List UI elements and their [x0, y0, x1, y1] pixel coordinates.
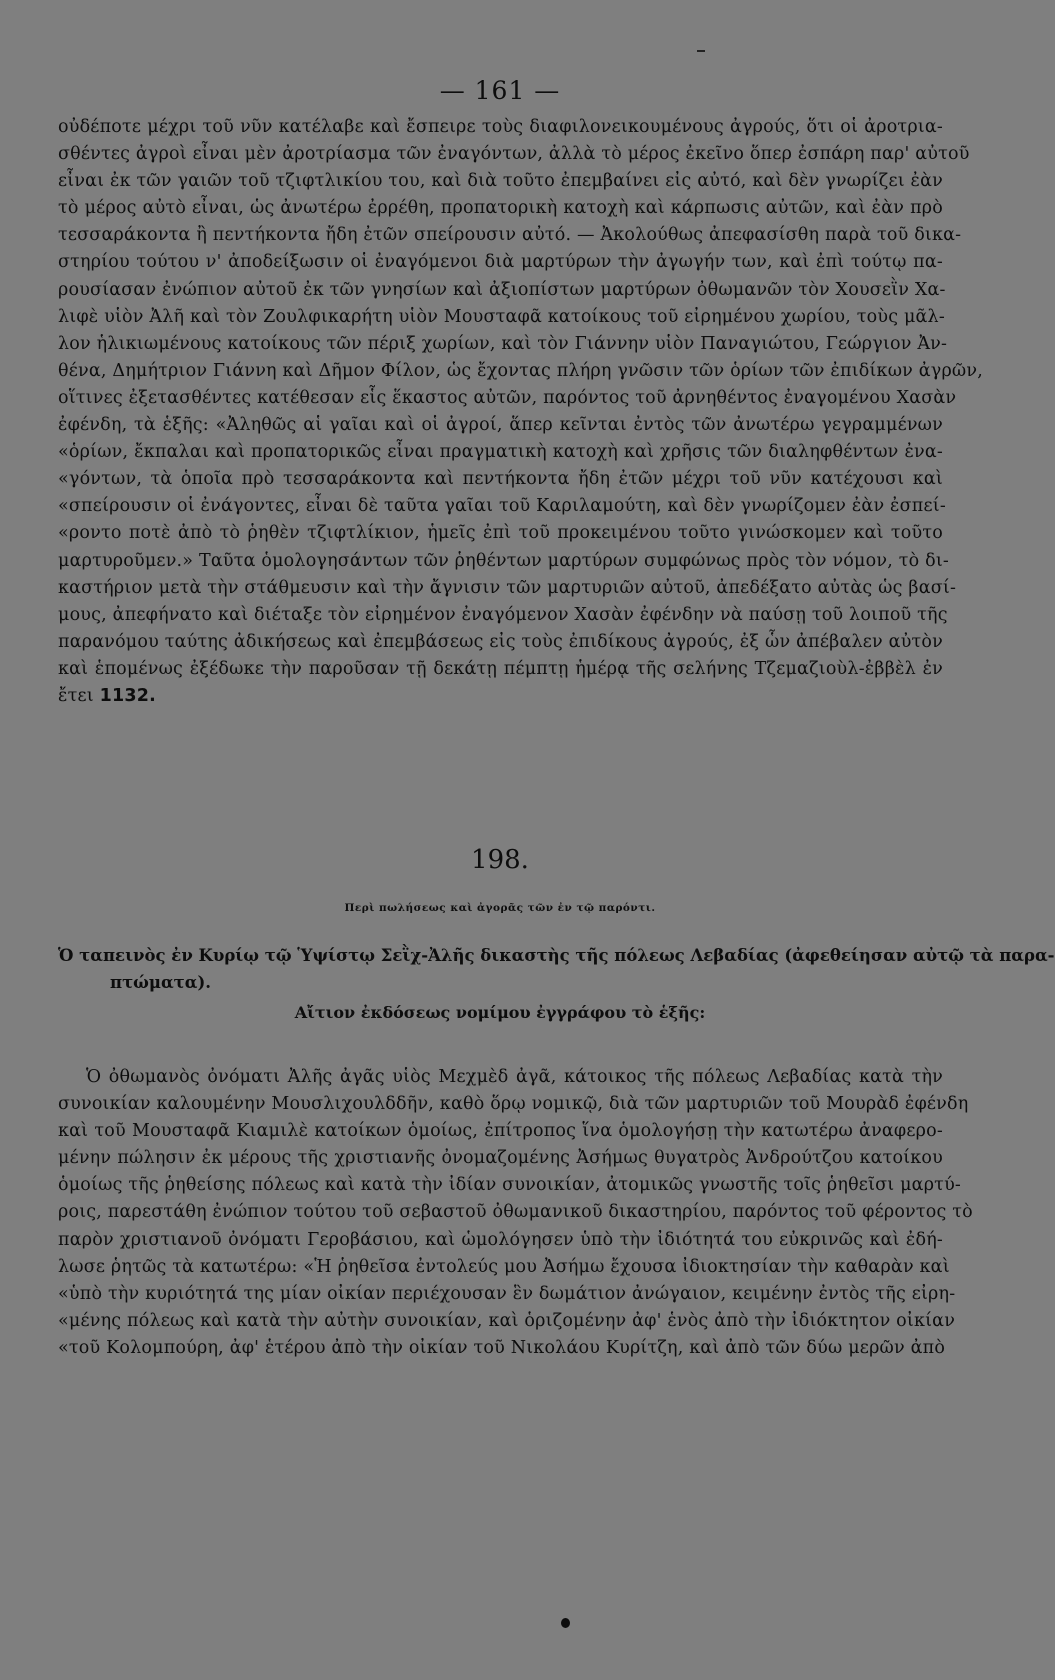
text-line: ροις, παρεστάθη ἐνώπιον τούτου τοῦ σεβαστοῦ ὀθωμανικοῦ δικαστηρίου, παρόντος τοῦ φέροντος τὸ — [58, 1202, 973, 1223]
ink-mark — [697, 50, 705, 52]
text-line: λον ἡλικιωμένους κατοίκους τῶν πέριξ χωρίων, καὶ τὸν Γιάννην υἱὸν Παναγιώτου, Γεώργιον Ἀν- — [58, 333, 948, 354]
text-line: καὶ τοῦ Μουσταφᾶ Κιαμιλὲ κατοίκων ὁμοίως, ἐπίτροπος ἵνα ὁμολογήσῃ τὴν κατωτέρω ἀναφερο- — [58, 1121, 943, 1142]
text-line: εἶναι ἐκ τῶν γαιῶν τοῦ τζιφτλικίου του, καὶ διὰ τοῦτο ἐπεμβαίνει εἰς αὐτό, καὶ δὲν γνωρίζει ἐὰν — [58, 171, 943, 192]
text-line: σθέντες ἀγροὶ εἶναι μὲν ἀροτρίασμα τῶν ἐναγόντων, ἀλλὰ τὸ μέρος ἐκεῖνο ὅπερ ἐσπάρη παρ' αὐτοῦ — [58, 144, 970, 165]
ink-blot — [561, 1618, 570, 1628]
text-line: καστήριον μετὰ τὴν στάθμευσιν καὶ τὴν ἄγνισιν τῶν μαρτυριῶν αὐτοῦ, ἀπεδέξατο αὐτὰς ὡς βασί- — [58, 577, 957, 598]
text-line: στηρίου τούτου ν' ἀποδείξωσιν οἱ ἐναγόμενοι διὰ μαρτύρων τὴν ἀγωγήν των, καὶ ἐπὶ τούτῳ πα- — [58, 252, 943, 273]
year-prefix: ἔτει — [58, 685, 100, 706]
text-line: συνοικίαν καλουμένην Μουσλιχουλδδῆν, καθὸ ὅρῳ νομικῷ, διὰ τῶν μαρτυριῶν τοῦ Μουρὰδ ἐφένδη — [58, 1094, 969, 1115]
text-line: μους, ἀπεφήνατο καὶ διέταξε τὸν εἰρημένον ἐναγόμενον Χασὰν ἐφένδην νὰ παύσῃ τοῦ λοιποῦ τῆς — [58, 604, 948, 625]
text-line: «ροντο ποτὲ ἀπὸ τὸ ῥηθὲν τζιφτλίκιον, ἡμεῖς ἐπὶ τοῦ προκειμένου τοῦτο γινώσκομεν καὶ τοῦτο — [58, 523, 943, 544]
paragraph-1 — [58, 114, 984, 710]
text-line: «ὑπὸ τὴν κυριότητά της μίαν οἰκίαν περιέχουσαν ἓν δωμάτιον ἀνώγαιον, κειμένην ἐντὸς τῆς εἰρη- — [58, 1283, 956, 1304]
text-line: μαρτυροῦμεν.» Ταῦτα ὁμολογησάντων τῶν ῥηθέντων μαρτύρων συμφώνως πρὸς τὸν νόμον, τὸ δι- — [58, 550, 950, 571]
text-line: θένα, Δημήτριον Γιάννη καὶ Δῆμον Φίλον, ὡς ἔχοντας πλήρη γνῶσιν τῶν ὁρίων τῶν ἐπιδίκων ἀγρῶν, — [58, 360, 984, 381]
text-line: τὸ μέρος αὐτὸ εἶναι, ὡς ἀνωτέρω ἐρρέθη, προπατορικὴ κατοχὴ καὶ κάρπωσις αὐτῶν, καὶ ἐὰν πρὸ — [58, 198, 943, 219]
text-line: παρὸν χριστιανοῦ ὀνόματι Γεροβάσιου, καὶ ὡμολόγησεν ὑπὸ τὴν ἰδιότητά του εὐκρινῶς καὶ ἐδή- — [58, 1229, 943, 1250]
text-line: ὁμοίως τῆς ῥηθείσης πόλεως καὶ κατὰ τὴν ἰδίαν συνοικίαν, ἀτομικῶς γνωστῆς τοῖς ῥηθεῖσι μαρτύ- — [58, 1175, 962, 1196]
text-line: τεσσαράκοντα ἢ πεντήκοντα ἤδη ἐτῶν σπείρουσιν αὐτό. — Ἀκολούθως ἀπεφασίσθη παρὰ τοῦ δικα- — [58, 225, 962, 246]
text-line: «σπείρουσιν οἱ ἐνάγοντες, εἶναι δὲ ταῦτα γαῖαι τοῦ Καριλαμούτη, καὶ δὲν γνωρίζομεν ἐὰν ἐσπεί- — [58, 496, 946, 517]
text-line: οἵτινες ἐξετασθέντες κατέθεσαν εἷς ἕκαστος αὐτῶν, παρόντος τοῦ ἀρνηθέντος ἐναγομένου Χασὰν — [58, 387, 957, 408]
text-line-last — [58, 683, 943, 710]
year-value: 1132. — [99, 685, 156, 706]
heading-line: Ὁ ταπεινὸς ἐν Κυρίῳ τῷ Ὑψίστῳ Σεῒχ-Ἀλῆς δικαστὴς τῆς πόλεως Λεβαδίας (ἀφεθείησαν αὐτῷ τὰ παρα- — [58, 946, 1055, 965]
text-line: «γόντων, τὰ ὁποῖα πρὸ τεσσαράκοντα καὶ πεντήκοντα ἤδη ἐτῶν μέχρι τοῦ νῦν κατέχουσι καὶ — [58, 469, 943, 490]
caption: Αἴτιον ἐκδόσεως νομίμου ἐγγράφου τὸ ἑξῆς: — [294, 1003, 706, 1022]
document-heading — [58, 942, 1055, 996]
text-line: λιφὲ υἱὸν Ἀλῆ καὶ τὸν Ζουλφικαρήτη υἱὸν Μουσταφᾶ κατοίκους τοῦ εἰρημένου χωρίου, τοὺς μᾶλ- — [58, 306, 945, 327]
text-line: μένην πώλησιν ἐκ μέρους τῆς χριστιανῆς ὀνομαζομένης Ἀσήμως θυγατρὸς Ἀνδρούτζου κατοίκου — [58, 1148, 943, 1169]
text-line: καὶ ἑπομένως ἐξέδωκε τὴν παροῦσαν τῇ δεκάτῃ πέμπτῃ ἡμέρᾳ τῆς σελήνης Τζεμαζιοὺλ-ἐββὲλ ἐν — [58, 658, 943, 679]
text-line: «τοῦ Κολομπούρη, ἀφ' ἑτέρου ἀπὸ τὴν οἰκίαν τοῦ Νικολάου Κυρίτζη, καὶ ἀπὸ τῶν δύω μερῶν ἀπὸ — [58, 1337, 946, 1358]
text-line: «ὁρίων, ἔκπαλαι καὶ προπατορικῶς εἶναι πραγματικὴ κατοχὴ καὶ χρῆσις τῶν διαληφθέντων ἐνα- — [58, 442, 943, 463]
text-line: «μένης πόλεως καὶ κατὰ τὴν αὐτὴν συνοικίαν, καὶ ὁριζομένην ἀφ' ἑνὸς ἀπὸ τὴν ἰδιόκτητον οἰκίαν — [58, 1310, 956, 1331]
document-number: 198. — [471, 845, 529, 875]
paragraph-2 — [58, 1064, 973, 1362]
text-line: ρουσίασαν ἐνώπιον αὐτοῦ ἐκ τῶν γνησίων καὶ ἀξιοπίστων μαρτύρων ὀθωμανῶν τὸν Χουσεῒν Χα- — [58, 279, 946, 300]
text-line: οὐδέποτε μέχρι τοῦ νῦν κατέλαβε καὶ ἔσπειρε τοὺς διαφιλονεικουμένους ἀγρούς, ὅτι οἱ ἀροτρια- — [58, 117, 943, 137]
text-line: παρανόμου ταύτης ἀδικήσεως καὶ ἐπεμβάσεως εἰς τοὺς ἐπιδίκους ἀγρούς, ἐξ ὧν ἀπέβαλεν αὐτὸν — [58, 631, 943, 652]
heading-line: πτώματα). — [110, 973, 212, 992]
text-line: ἐφένδη, τὰ ἑξῆς: «Ἀληθῶς αἱ γαῖαι καὶ οἱ ἀγροί, ἅπερ κεῖνται ἐντὸς τῶν ἀνωτέρω γεγραμμένων — [58, 415, 943, 436]
document-subtitle: Περὶ πωλήσεως καὶ ἀγορᾶς τῶν ἐν τῷ παρόντι. — [344, 902, 656, 914]
text-line: Ὁ ὀθωμανὸς ὀνόματι Ἀλῆς ἀγᾶς υἱὸς Μεχμὲδ ἀγᾶ, κάτοικος τῆς πόλεως Λεβαδίας κατὰ τὴν — [86, 1067, 943, 1087]
page-number: — 161 — — [439, 76, 561, 105]
text-line: λωσε ῥητῶς τὰ κατωτέρω: «Ἡ ῥηθεῖσα ἐντολεύς μου Ἀσήμω ἔχουσα ἰδιοκτησίαν τὴν καθαρὰν καὶ — [58, 1256, 950, 1277]
